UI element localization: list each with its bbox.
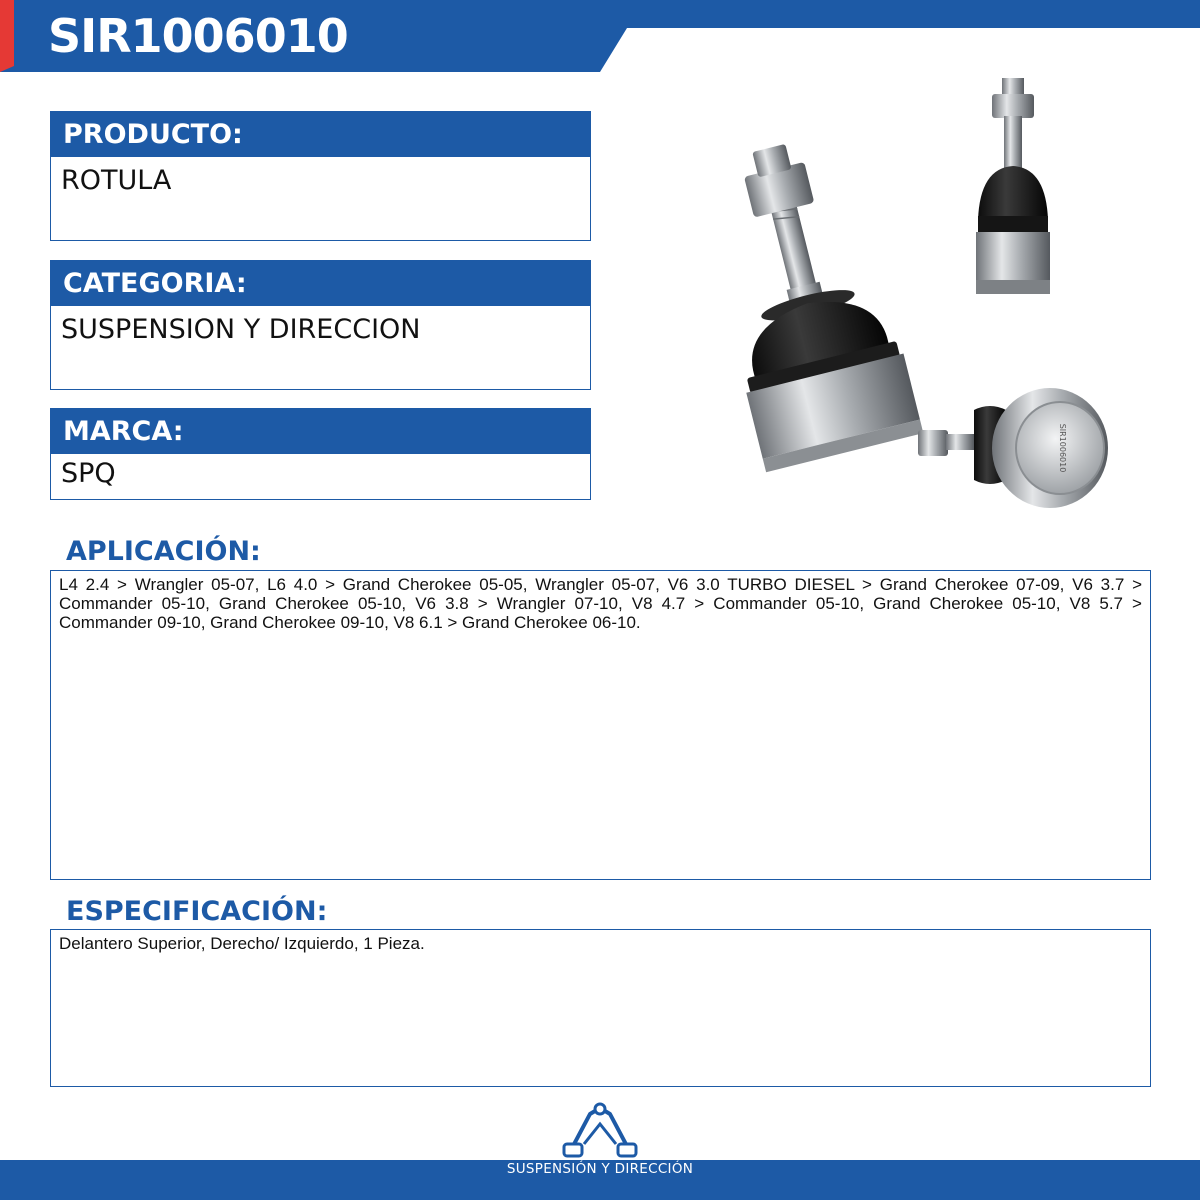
producto-value: ROTULA [50, 157, 591, 241]
aplicacion-heading: APLICACIÓN: [66, 536, 261, 567]
marca-value: SPQ [50, 454, 591, 500]
especificacion-text: Delantero Superior, Derecho/ Izquierdo, 1 Pieza. [59, 934, 425, 953]
product-photo [630, 70, 1150, 530]
marca-field [50, 408, 591, 500]
aplicacion-text: L4 2.4 > Wrangler 05-07, L6 4.0 > Grand Cherokee 05-05, Wrangler 05-07, V6 3.0 TURBO DIESEL > Grand Cherokee 07-09, V6 3.7 > Commander 05-10, Grand Cherokee 05-10, V6 3.8 > Wrangler 07-10, V8 4.7 > Commander 05-10, Grand Cherokee 05-10, V8 5.7 > Commander 09-10, Grand Cherokee 09-10, V8 6.1 > Grand Cherokee 06-10. [59, 575, 1142, 632]
ball-joint-large [690, 128, 923, 472]
footer-category-label: SUSPENSIÓN Y DIRECCIÓN [506, 1161, 694, 1177]
marca-label: MARCA: [50, 408, 591, 454]
categoria-label: CATEGORIA: [50, 260, 591, 306]
especificacion-box [50, 929, 1151, 1087]
control-arm-icon [560, 1100, 640, 1162]
ball-joint-small [976, 78, 1050, 294]
categoria-value: SUSPENSION Y DIRECCION [50, 306, 591, 390]
categoria-field [50, 260, 591, 390]
aplicacion-box [50, 570, 1151, 880]
producto-field [50, 111, 591, 241]
especificacion-heading: ESPECIFICACIÓN: [66, 896, 328, 927]
sku-title: SIR1006010 [48, 9, 348, 63]
part-stamp-text: SIR1006010 [1058, 423, 1067, 473]
producto-label: PRODUCTO: [50, 111, 591, 157]
ball-joint-bottom [918, 388, 1108, 508]
